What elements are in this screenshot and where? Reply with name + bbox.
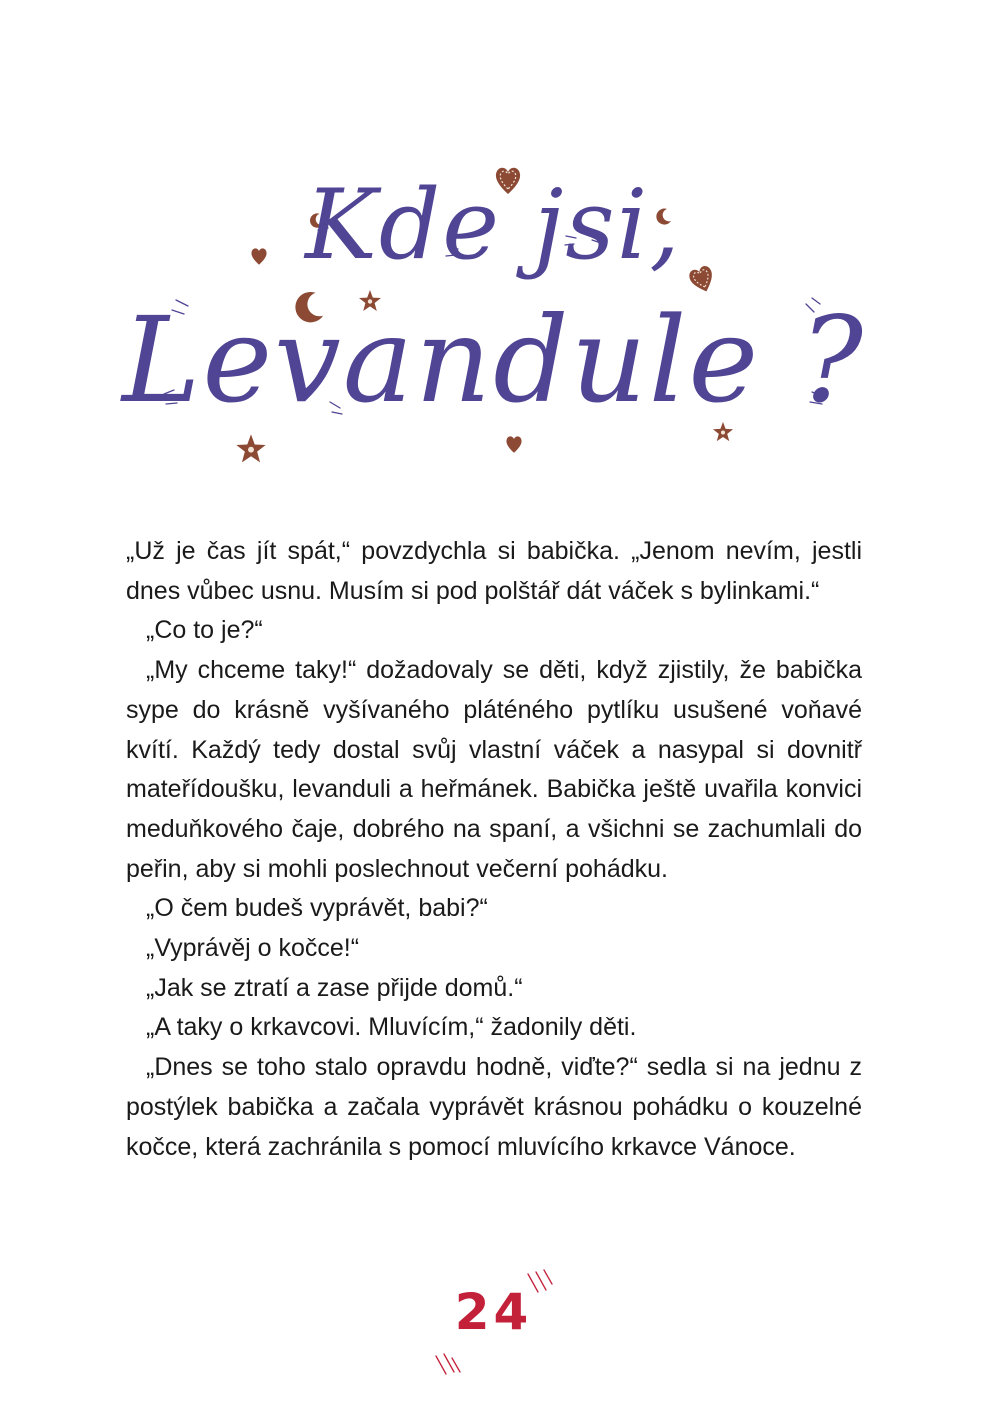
- paragraph: „A taky o krkavcovi. Mluvícím,“ žadonily děti.: [146, 1013, 637, 1042]
- paragraph: „Dnes se toho stalo opravdu hodně, viďte?“ sedla si na jednu z postýlek babička a začala vyprávět krásnou pohádku o kouzelné kočce, která zachránila s pomocí mluvícího krkavce Vánoce.: [126, 1053, 862, 1161]
- title-line-2: Levandule ?: [121, 291, 866, 429]
- title-line-1: Kde jsi,: [305, 169, 682, 281]
- paragraph: „My chceme taky!“ dožadovaly se děti, když zjistily, že babička sype do krásně vyšívaného pláténého pytlíku usušené voňavé kvítí. Každý tedy dostal svůj vlastní váček a nasypal si dovnitř mateřídoušku, levanduli a heřmánek. Babička ještě uvařila konvici meduňkového čaje, dobrého na spaní, a všichni se zachumlali do peřin, aby si mohli poslechnout večerní pohádku.: [126, 656, 862, 883]
- paragraph: „Vyprávěj o kočce!“: [146, 934, 360, 963]
- paragraph: „Jak se ztratí a zase přijde domů.“: [146, 973, 523, 1002]
- page-number: 24: [454, 1283, 533, 1341]
- story-text: [126, 532, 862, 1167]
- paragraph: „Už je čas jít spát,“ povzdychla si babička. „Jenom nevím, jestli dnes vůbec usnu. Musím si pod polštář dát váček s bylinkami.“: [126, 537, 862, 605]
- paragraph: „O čem budeš vyprávět, babi?“: [146, 894, 488, 923]
- paragraph: „Co to je?“: [146, 616, 263, 645]
